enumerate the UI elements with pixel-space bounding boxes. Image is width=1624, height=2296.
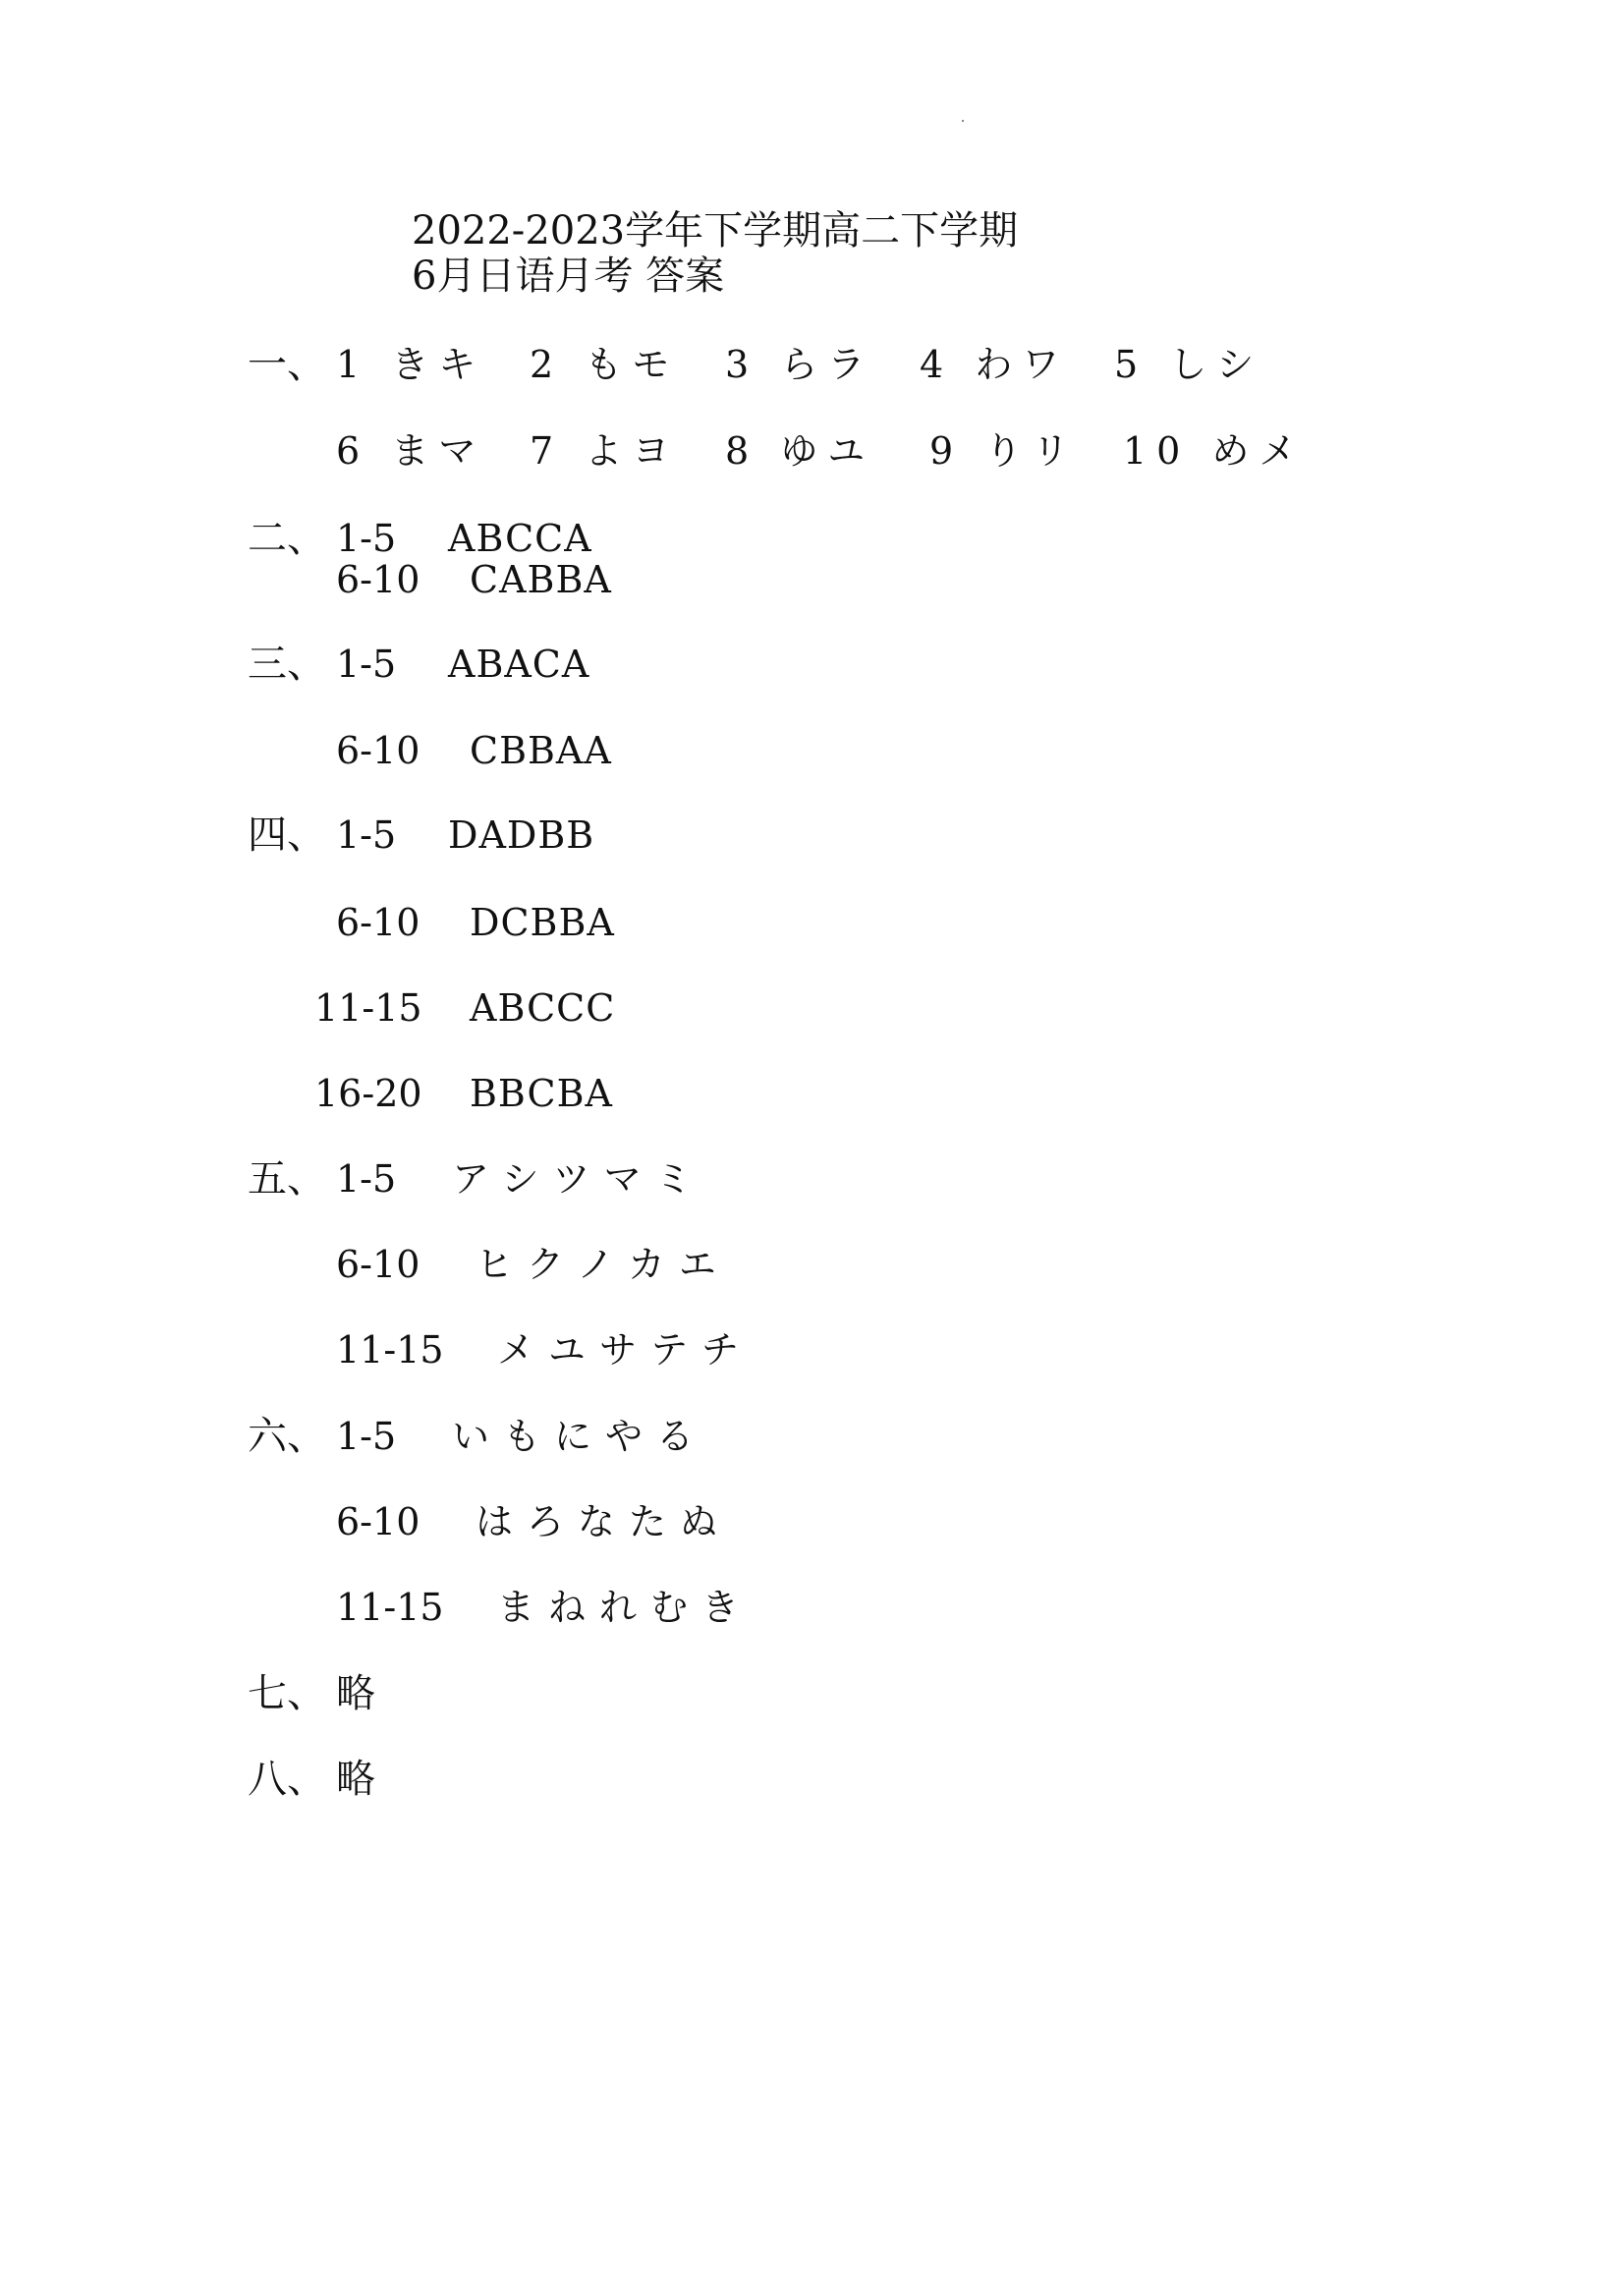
answer-letters: CBBAA	[470, 729, 612, 772]
answer-row	[336, 1498, 731, 1545]
section-2-label: 二、	[248, 516, 326, 561]
answer-row	[336, 1155, 705, 1203]
answer-letters: ABCCC	[470, 986, 616, 1030]
question-range: 1-5	[336, 517, 397, 560]
section-6-label: 六、	[248, 1414, 326, 1459]
section-1-item: 2 もモ	[530, 343, 680, 386]
answer-row	[336, 899, 615, 946]
section-1-item: 4 わワ	[920, 343, 1070, 386]
question-range: 1-5	[336, 1157, 397, 1201]
answer-row	[336, 1584, 753, 1631]
answer-row	[314, 1070, 613, 1117]
answer-letters: BBCBA	[470, 1072, 613, 1115]
section-8-label: 八、	[248, 1757, 326, 1802]
answer-row	[336, 1326, 753, 1373]
section-7-answer: 略	[336, 1671, 375, 1716]
section-1-item: 9 りリ	[929, 429, 1080, 473]
section-1-item: 6 まマ	[336, 429, 486, 473]
section-1-item: 8 ゆユ	[725, 429, 875, 473]
answer-letters: DADBB	[448, 813, 595, 857]
section-1-item: 7 よヨ	[530, 429, 680, 473]
question-range: 6-10	[336, 558, 420, 601]
answer-letters: DCBBA	[470, 901, 615, 944]
question-range: 1-5	[336, 643, 397, 686]
question-range: 11-15	[314, 986, 422, 1030]
question-range: 1-5	[336, 813, 397, 857]
section-7-label: 七、	[248, 1671, 326, 1716]
question-range: 6-10	[336, 1243, 420, 1286]
answer-row	[314, 984, 615, 1032]
section-1-label: 一、	[248, 342, 326, 387]
question-range: 1-5	[336, 1415, 397, 1458]
answer-kana: メユサテチ	[497, 1328, 754, 1372]
question-range: 11-15	[336, 1328, 444, 1372]
answer-row	[336, 1241, 730, 1288]
scan-speck	[962, 120, 964, 122]
answer-row	[336, 556, 612, 603]
title-line-1: 2022-2023学年下学期高二下学期	[412, 208, 1019, 253]
answer-letters: ABCCA	[448, 517, 592, 560]
section-3-label: 三、	[248, 642, 326, 687]
section-1-item: 10 めメ	[1123, 429, 1307, 473]
question-range: 6-10	[336, 901, 420, 944]
answer-row	[336, 515, 592, 562]
answer-kana: ヒクノカエ	[476, 1243, 730, 1286]
answer-letters: ABACA	[448, 643, 590, 686]
answer-row	[336, 812, 594, 859]
section-4-label: 四、	[248, 812, 326, 858]
answer-letters: CABBA	[470, 558, 612, 601]
answer-kana: アシツマミ	[452, 1157, 706, 1201]
section-1-item: 3 らラ	[725, 343, 875, 386]
title-line-2: 6月日语月考 答案	[412, 253, 725, 299]
question-range: 16-20	[314, 1072, 422, 1115]
answer-row	[336, 727, 612, 774]
answer-kana: いもにやる	[452, 1415, 708, 1458]
answer-kana: はろなたぬ	[476, 1500, 732, 1543]
section-5-label: 五、	[248, 1156, 326, 1202]
answer-kana: まねれむき	[497, 1586, 754, 1629]
question-range: 6-10	[336, 1500, 420, 1543]
question-range: 11-15	[336, 1586, 444, 1629]
section-1-item: 1 きキ	[336, 343, 486, 386]
answer-row	[336, 1413, 707, 1460]
section-1-item: 5 しシ	[1114, 343, 1264, 386]
answer-row	[336, 641, 589, 688]
question-range: 6-10	[336, 729, 420, 772]
section-8-answer: 略	[336, 1757, 375, 1802]
